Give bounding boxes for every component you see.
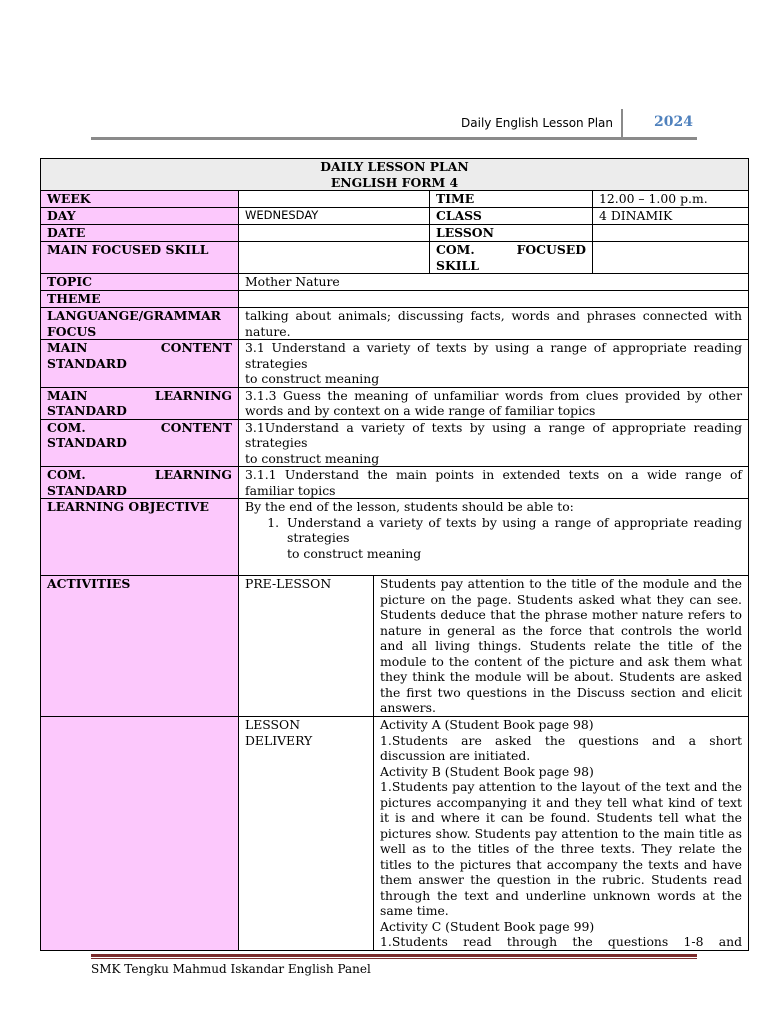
delivery-label-a: LESSON	[245, 717, 301, 732]
main-learning-standard-value: 3.1.3 Guess the meaning of unfamiliar words from clues provided by other words and by context on a wide range of familiar topics	[239, 387, 749, 419]
lesson-delivery-label	[239, 717, 374, 951]
main-learning-standard-label	[41, 387, 239, 419]
day-row	[41, 208, 749, 225]
main-content-standard-value	[239, 340, 749, 388]
grammar-label-a: LANGUANGE/GRAMMAR	[47, 308, 221, 323]
time-value: 12.00 – 1.00 p.m.	[593, 191, 749, 208]
activities-delivery-row	[41, 717, 749, 951]
ccs-label-a: COM.	[47, 419, 86, 435]
theme-value	[239, 291, 749, 308]
date-label: DATE	[41, 225, 239, 242]
date-value	[239, 225, 430, 242]
day-value: WEDNESDAY	[239, 208, 430, 225]
mls-label-a: MAIN	[47, 387, 88, 403]
cfs-label-a: COM.	[436, 242, 475, 257]
learning-objective-value	[239, 499, 749, 576]
lo-item-text: Understand a variety of texts by using a range of appropriate reading strategies	[287, 514, 743, 545]
header-year: 2024	[654, 114, 693, 130]
header-separator	[621, 109, 623, 137]
com-content-standard-label	[41, 419, 239, 467]
grammar-value: talking about animals; discussing facts, words and phrases connected with nature.	[239, 308, 749, 340]
lesson-label: LESSON	[430, 225, 593, 242]
table-title-row	[41, 159, 749, 191]
day-label: DAY	[41, 208, 239, 225]
com-focused-skill-label	[430, 242, 593, 274]
com-content-standard-value	[239, 419, 749, 467]
com-focused-skill-value	[593, 242, 749, 274]
week-label: WEEK	[41, 191, 239, 208]
cls-label-b: LEARNING	[154, 467, 232, 482]
mls-label-c: STANDARD	[47, 403, 127, 418]
pre-lesson-text: Students pay attention to the title of the module and the picture on the page. Students asked what they can see. Students deduce that the phrase mother nature refers to nature in general as the force that controls the world and all living things. Students relate the title of the module to the content of the picture and ask them what they think the module will be about. Students are asked the first two questions in the Discuss section and elicit answers.	[374, 576, 749, 717]
lesson-delivery-text	[374, 717, 749, 951]
mcs-label-c: STANDARD	[47, 355, 127, 371]
activity-c-title: Activity C (Student Book page 99)	[380, 918, 595, 934]
grammar-row	[41, 308, 749, 340]
com-learning-standard-row	[41, 467, 749, 499]
table-title-cell	[41, 159, 749, 191]
footer-text: SMK Tengku Mahmud Iskandar English Panel	[91, 962, 371, 976]
focused-skill-row	[41, 242, 749, 274]
class-value: 4 DINAMIK	[593, 208, 749, 225]
com-content-standard-row	[41, 419, 749, 467]
lo-list	[245, 515, 742, 562]
cfs-label-b: FOCUSED	[516, 242, 586, 257]
mcs-label-a: MAIN	[47, 340, 88, 355]
mcs-value-b: to construct meaning	[245, 371, 380, 386]
activities-label: ACTIVITIES	[41, 576, 239, 717]
main-content-standard-row	[41, 340, 749, 388]
topic-label: TOPIC	[41, 274, 239, 291]
week-row	[41, 191, 749, 208]
activity-b-title: Activity B (Student Book page 98)	[380, 763, 594, 779]
theme-row	[41, 291, 749, 308]
cls-label-c: STANDARD	[47, 482, 127, 498]
activity-c-text: 1.Students read through the questions 1-8 and	[380, 934, 743, 949]
lo-item	[283, 515, 742, 562]
activity-b-text: 1.Students pay attention to the layout of the text and the pictures accompanying it and they tell what kind of text it is and where it can be found. Students tell what the pictures show. Students pay attention to the main title as well as to the titles of the three texts. They relate the titles to the pictures that accompany the texts and have them answer the question in the rubric. Students read through the text and underline unknown words at the same time.	[380, 779, 743, 918]
ccs-value-a: 3.1Understand a variety of texts by using a range of appropriate reading strategies	[245, 419, 743, 450]
learning-objective-row	[41, 499, 749, 576]
lesson-value	[593, 225, 749, 242]
header-title: Daily English Lesson Plan	[461, 116, 613, 130]
theme-label: THEME	[41, 291, 239, 308]
week-value	[239, 191, 430, 208]
com-learning-standard-label	[41, 467, 239, 499]
grammar-label	[41, 308, 239, 340]
cls-label-a: COM.	[47, 467, 86, 482]
pre-lesson-label: PRE-LESSON	[239, 576, 374, 717]
activities-pre-row	[41, 576, 749, 717]
lesson-plan-table	[40, 158, 749, 951]
grammar-label-b: FOCUS	[47, 323, 97, 339]
ccs-label-b: CONTENT	[160, 419, 232, 435]
footer-rule-thick	[91, 954, 697, 957]
lo-item-text-b: to construct meaning	[287, 545, 422, 561]
cfs-label-c: SKILL	[436, 257, 479, 273]
main-focused-skill-value	[239, 242, 430, 274]
mcs-label-b: CONTENT	[160, 340, 232, 355]
date-row	[41, 225, 749, 242]
activities-label-cont	[41, 717, 239, 951]
table-title-line1: DAILY LESSON PLAN	[320, 159, 469, 174]
activity-a-text: 1.Students are asked the questions and a short discussion are initiated.	[380, 732, 743, 763]
mcs-value-a: 3.1 Understand a variety of texts by using a range of appropriate reading strategies	[245, 340, 743, 371]
main-focused-skill-label: MAIN FOCUSED SKILL	[41, 242, 239, 274]
ccs-label-c: STANDARD	[47, 435, 127, 450]
learning-objective-label: LEARNING OBJECTIVE	[41, 499, 239, 576]
header-rule	[91, 137, 697, 140]
delivery-label-b: DELIVERY	[245, 732, 313, 748]
main-learning-standard-row	[41, 387, 749, 419]
table-title-line2: ENGLISH FORM 4	[330, 174, 459, 190]
lo-intro: By the end of the lesson, students should be able to:	[245, 499, 574, 514]
topic-value: Mother Nature	[239, 274, 749, 291]
mls-label-b: LEARNING	[154, 387, 232, 403]
time-label: TIME	[430, 191, 593, 208]
com-learning-standard-value: 3.1.1 Understand the main points in extended texts on a wide range of familiar topics	[239, 467, 749, 499]
ccs-value-b: to construct meaning	[245, 450, 380, 466]
class-label: CLASS	[430, 208, 593, 225]
topic-row	[41, 274, 749, 291]
page-header	[91, 107, 697, 139]
main-content-standard-label	[41, 340, 239, 388]
activity-a-title: Activity A (Student Book page 98)	[380, 717, 594, 732]
footer-rule-thin	[91, 958, 697, 959]
